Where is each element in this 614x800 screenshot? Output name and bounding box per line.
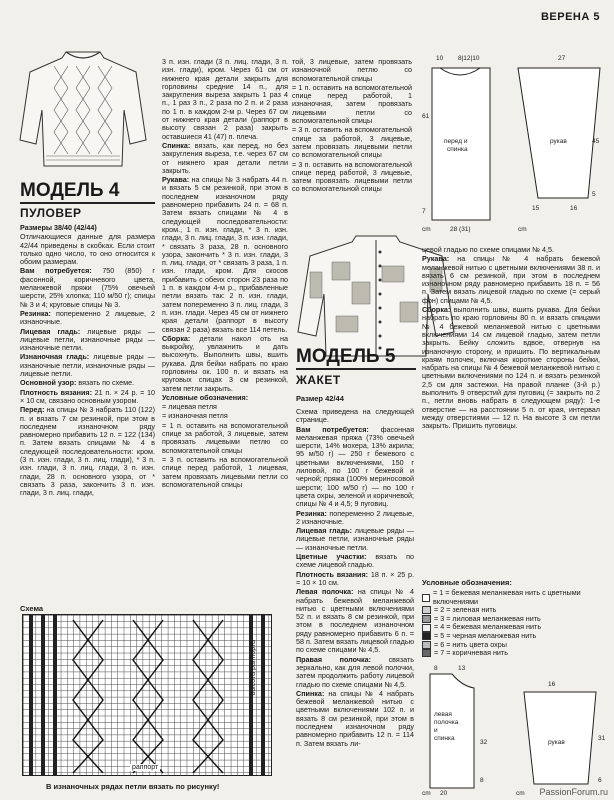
- legend-text: = 7 = коричневая нить: [434, 648, 508, 658]
- legend-swatch-icon: [422, 594, 430, 602]
- legend-swatch-icon: [422, 606, 431, 614]
- svg-text:полочка: полочка: [434, 719, 459, 726]
- rapport-height-label: высота раппорта: [250, 640, 257, 696]
- model4-pattern-diagram: [420, 48, 608, 238]
- model4-text-col3: [292, 57, 412, 194]
- model5-col_left-paragraph: Резинка: попеременно 2 лицевые, 2 изнаночные.: [296, 508, 414, 526]
- legend-text: = 2 = зеленая нить: [434, 605, 497, 615]
- model4-col3-paragraph: = 3 п. оставить на вспомогательной спице перед работой, 3 лицевые, затем провязать лицевыми петли со вспомогательной спицы: [292, 159, 412, 194]
- legend-title: Условные обозначения:: [422, 578, 512, 587]
- svg-text:cm: cm: [422, 226, 431, 233]
- model5-col_right-paragraph: цевой гладью по схеме спицами № 4,5.: [422, 245, 554, 254]
- svg-text:7: 7: [422, 208, 426, 215]
- knitting-chart: [22, 614, 272, 776]
- model4-text-col2: [162, 58, 288, 618]
- svg-text:8|12|10: 8|12|10: [458, 55, 480, 62]
- title-rule: [20, 202, 155, 204]
- legend-swatch-icon: [422, 624, 431, 632]
- svg-text:8: 8: [480, 777, 484, 784]
- svg-text:20: 20: [440, 790, 448, 797]
- model5-col_left-paragraph: Левая полочка: на спицы № 4 набрать бежевой меланжевой нитью с цветными включениями 52 п. и вязать 8 см резинкой, при этом в последнем изнаночном ряду равномерно прибавить 6 п. = 58 п. Затем вязать лицевой гладью по схеме спицами № 4,5.: [296, 587, 414, 655]
- legend-swatch-icon: [422, 632, 431, 640]
- svg-text:спинка: спинка: [447, 146, 468, 153]
- model4-col2-paragraph: = лицевая петля: [162, 402, 217, 412]
- svg-text:cm: cm: [518, 226, 527, 233]
- svg-text:спинка: спинка: [434, 735, 455, 742]
- model4-col1-paragraph: Лицевая гладь: лицевые ряды — лицевые петли, изнаночные ряды — изнаночные петли.: [20, 326, 155, 353]
- legend-text: = 4 = бежевая меланжевая нить: [434, 622, 542, 632]
- svg-text:5: 5: [592, 191, 596, 198]
- model5-subtitle: ЖАКЕТ: [296, 373, 341, 387]
- model5-col_left-paragraph: Плотность вязания: 18 п. × 25 р. = 10 × 10 см.: [296, 569, 414, 587]
- svg-text:15: 15: [532, 205, 540, 212]
- svg-text:cm: cm: [422, 790, 431, 797]
- model5-text-left: [296, 408, 414, 784]
- legend-item: [422, 589, 600, 606]
- model4-col1-paragraph: Перед: на спицы № 3 набрать 110 (122) п. и вязать 7 см резинкой, при этом в последнем изнаночном ряду равномерно прибавить 12 п. = 122 (134) п. Затем вязать спицами № 4 в следующей последовательности: кром. (3 п. изн. глади, 3 п. лиц. глади), * 3 п. изн. глади, 3 п. лиц. глади, 3 п. изн. глади, 28 п. основного узора, от * связать 3 раза, закончить 3 п. изн. глади, 3 п. лиц. глади,: [20, 405, 155, 498]
- model5-title: МОДЕЛЬ 5: [296, 346, 396, 367]
- model5-col_left-paragraph: Схема приведена на следующей странице.: [296, 407, 414, 425]
- model5-text-right: [422, 246, 600, 576]
- svg-text:28 (31): 28 (31): [450, 226, 471, 233]
- model4-col2-paragraph: 3 п. изн. глади (3 п. лиц. глади, 3 п. изн. глади), кром. Через 61 см от нижнего края детали закрыть для горловины средние 14 п., для закругления выреза закрыть 1 раз 4 п., 1 раз 3 п., 2 раза по 2 п. и 2 раза по 1 п. в каждом 2-м р. Через 67 см от нижнего края детали (раппорт в высоту связан 2 раза) закрыть оставшиеся 41 (47) п. плеча.: [162, 57, 288, 141]
- legend-swatch-icon: [422, 641, 431, 649]
- legend-text: = 3 = лиловая меланжевая нить: [434, 613, 541, 623]
- legend-text: = 1 = бежевая меланжевая нить с цветными включениями: [433, 588, 581, 606]
- svg-text:31: 31: [598, 735, 606, 742]
- svg-text:13: 13: [458, 665, 466, 672]
- model4-col3-paragraph: = 3 п. оставить на вспомогательной спице за работой, 3 лицевые, затем провязать лицевыми петли со вспомогательной спицы: [292, 125, 412, 160]
- title-rule-5: [296, 368, 416, 370]
- model5-col_right-paragraph: Рукава: на спицы № 4 набрать бежевой меланжевой нитью с цветными включениями 38 п. и вязать 6 см резинкой, при этом в последнем изнаночном ряду равномерно прибавить 18 п. = 56 п. Затем вязать лицевой гладью по схеме (= серый фон) спицами № 4,5.: [422, 254, 600, 305]
- chart-label: Схема: [20, 604, 44, 613]
- svg-text:6: 6: [598, 777, 602, 784]
- model4-col2-paragraph: = изнаночная петля: [162, 411, 228, 421]
- diagram4-sleeve-label: рукав: [550, 138, 567, 145]
- model5-col_left-paragraph: Спинка: на спицы № 4 набрать бежевой меланжевой нитью с цветными включениями 102 п. и вязать 8 см резинкой, при этом в последнем изнаночном ряду равномерно прибавить 12 п. = 114 п. Затем вязать ли-: [296, 688, 414, 748]
- legend-text: = 5 = черная меланжевая нить: [434, 630, 537, 640]
- model4-col3-paragraph: = 1 п. оставить на вспомогательной спице перед работой, 1 изнаночная, затем провязать лицевыми петли со вспомогательной спицы: [292, 82, 412, 126]
- svg-text:16: 16: [570, 205, 578, 212]
- svg-text:27: 27: [558, 55, 566, 62]
- diagram5-sleeve-label: рукав: [548, 739, 565, 746]
- model4-col2-paragraph: Спинка: вязать, как перед, но без закругления выреза, т.е. через 67 см от нижнего края детали петли закрыть.: [162, 140, 288, 175]
- model4-title: МОДЕЛЬ 4: [20, 180, 120, 201]
- svg-text:45: 45: [592, 138, 600, 145]
- model4-col1-paragraph: Размеры 38/40 (42/44): [20, 223, 97, 232]
- model4-col1-paragraph: Основной узор: вязать по схеме.: [20, 378, 135, 388]
- watermark: PassionForum.ru: [539, 787, 608, 797]
- model4-col2-paragraph: = 1 п. оставить на вспомогательной спице за работой, 3 лицевые, затем провязать лицевыми петлю со вспомогательной спицы: [162, 420, 288, 455]
- model4-col2-paragraph: Рукава: на спицы № 3 набрать 44 п. и вязать 5 см резинкой, при этом в последнем изнаночном ряду равномерно прибавить 24 п. = 68 п. Затем вязать спицами № 4 в следующей последовательности: кром., 1 п. изн. глади, * 3 п. изн. глади, 3 п. лиц. глади, 3 п. изн. глади, * связать 3 раза, 28 п. основного узора, закончить * 3 п. изн. глади, 3 п. лиц. глади, от * связать 3 раза, 1 п. изн. глади, кром. Для скосов прибавить с обеих сторон 23 раза по 1 п. в каждом 4-м р., прибавленные петли вязать так: 2 п. изн. глади, затем попеременно 3 п. лиц. глади, 3 п. изн. глади. Через 45 см от нижнего края детали (раппорт в высоту связан 2 раза) вязать все 114 петель.: [162, 175, 288, 334]
- sweater-illustration: [18, 48, 148, 173]
- diagram4-front-label: перед и: [444, 138, 468, 145]
- model5-col_left-paragraph: Вам потребуется: фасонная меланжевая пряжа (73% овечьей шерсти, 14% мохера, 13% акрила; 95 м/50 г) — 250 г бежевого с цветными включениями, 150 г лиловой, по 100 г бежевой и черной; пряжа (100% мериносовой шерсти; 100 м/50 г) — по 100 г цвета охры, зеленой и коричневой; спицы № 4 и 4,5; 9 пуговиц.: [296, 424, 414, 509]
- svg-text:10: 10: [436, 55, 444, 62]
- svg-text:61: 61: [422, 113, 430, 120]
- model4-col1-paragraph: Изнаночная гладь: лицевые ряды — изнаночные петли, изнаночные ряды — лицевые петли.: [20, 352, 155, 379]
- model5-col_left-paragraph: Лицевая гладь: лицевые ряды — лицевые петли, изнаночные ряды — изнаночные петли.: [296, 526, 414, 552]
- magazine-brand: ВЕРЕНА 5: [540, 11, 600, 23]
- legend-text: = 6 = нить цвета охры: [434, 639, 507, 649]
- svg-text:16: 16: [548, 681, 556, 688]
- rapport-label: раппорт: [132, 764, 159, 771]
- model5-col_left-paragraph: Цветные участки: вязать по схеме лицевой гладью.: [296, 552, 414, 570]
- model4-col1-paragraph: Плотность вязания: 21 п. × 24 р. = 10 × 10 см, связано основным узором.: [20, 387, 155, 405]
- legend-swatch-icon: [422, 615, 431, 623]
- model5-col_right-paragraph: Сборка: выполнить швы, вшить рукава. Для бейки набрать по краю горловины 80 п. и вязать спицами № 4 бежевой меланжевой нитью с цветными включениями 14 см лицевой гладью, затем петли закрыть. Бейку сложить вдвое, отвернув на изнаночную сторону, и пришить. По вертикальным краям полочек, включая короткие стороны бейки, набрать на спицы № 4 бежевой меланжевой нитью с цветными включениями по 124 п. и вязать резинкой 2,5 см для застежки. На правой планке (3-й р.) выполнить 9 отверстий для пуговиц (= закрыть по 2 п., петли вновь набрать в следующем ряду): 1-е отверстие — на расстоянии 5 п. от края, интервал между отверстиями — 12 п. На высоте 3 см петли закрыть. Пришить пуговицы.: [422, 305, 600, 431]
- svg-text:cm: cm: [516, 790, 525, 797]
- model4-subtitle: ПУЛОВЕР: [20, 206, 82, 220]
- model4-col2-paragraph: = 3 п. оставить на вспомогательной спице перед работой, 1 лицевая, затем провязать лицевыми петли со вспомогательной спицы: [162, 454, 288, 489]
- chart-cables: [23, 615, 271, 775]
- model4-col3-paragraph: той, 3 лицевые, затем провязать изнаночной петлю со вспомогательной спицы: [292, 57, 412, 83]
- model4-col2-paragraph: Условные обозначения:: [162, 392, 249, 402]
- model5-pattern-diagram: [420, 664, 608, 796]
- model4-col1-paragraph: Отличающиеся данные для размера 42/44 приведены в скобках. Если стоит только одно число, то оно относится к обоим размерам.: [20, 232, 155, 267]
- legend-item: [422, 649, 600, 658]
- color-legend: [422, 589, 600, 658]
- model4-text-col1: [20, 224, 155, 609]
- svg-text:и: и: [434, 727, 438, 734]
- model4-col1-paragraph: Резинка: попеременно 2 лицевые, 2 изнаночные.: [20, 308, 155, 327]
- model5-size: Размер 42/44: [296, 394, 344, 403]
- model5-col_left-paragraph: Правая полочка: связать зеркально, как для левой полочки, затем продолжить работу лицевой гладью по схеме спицами № 4,5.: [296, 654, 414, 689]
- chart-note: В изнаночных рядах петли вязать по рисунку!: [46, 782, 220, 791]
- svg-text:8: 8: [434, 665, 438, 672]
- diagram5-shelf-label: левая: [434, 711, 452, 718]
- legend-swatch-icon: [422, 649, 431, 657]
- svg-text:32: 32: [480, 739, 488, 746]
- model4-col2-paragraph: Сборка: детали накол оть на выкройку, увлажнить и дать высохнуть. Выполнить швы, вшить рукава. Для бейки набрать по краю горловины ок. 100 п. и вязать на круговых спицах 3 см резинкой, затем петли закрыть.: [162, 333, 288, 393]
- model4-col1-paragraph: Вам потребуется: 750 (850) г фасонной, коричневого цвета, меланжевой пряжи (75% овечьей шерсти, 25% хлопка; 110 м/50 г); спицы № 3 и 4; круговые спицы № 3.: [20, 266, 155, 309]
